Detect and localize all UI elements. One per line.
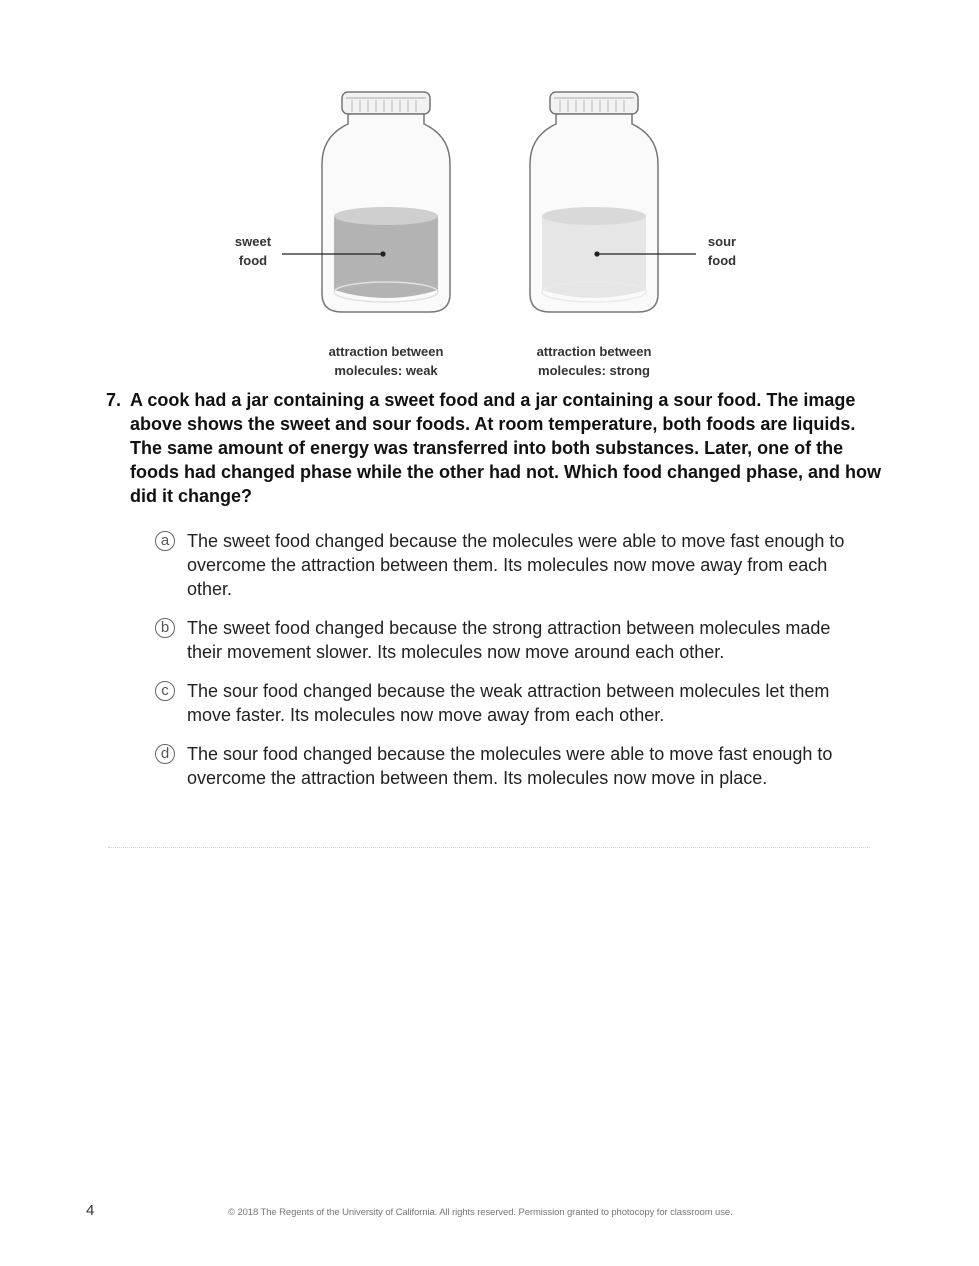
copyright-notice: © 2018 The Regents of the University of California. All rights reserved. Permission granted to photocopy for classroom use. <box>228 1207 733 1218</box>
option-d-text: The sour food changed because the molecules were able to move fast enough to overcome the attraction between them. Its molecules now move in place. <box>187 744 833 788</box>
sour-food-label <box>698 232 746 270</box>
option-a-bubble[interactable]: a <box>155 531 175 551</box>
sweet-food-label-line2: food <box>238 253 268 268</box>
option-d[interactable] <box>155 742 855 790</box>
question-text: A cook had a jar containing a sweet food and a jar containing a sour food. The image above shows the sweet and sour foods. At room temperature, both foods are liquids. The same amount of energy was transferred into both substances. Later, one of the foods had changed phase while the other had not. Which food changed phase, and how did it change? <box>130 390 882 506</box>
sweet-food-label-line1: sweet <box>234 234 272 249</box>
sour-caption-line2: molecules: strong <box>538 363 650 378</box>
answer-options <box>155 529 855 805</box>
question-7 <box>106 388 886 508</box>
sweet-food-jar <box>282 92 450 312</box>
jars-figure <box>220 80 760 380</box>
sour-caption-line1: attraction between <box>536 344 652 359</box>
question-number: 7. <box>106 390 122 410</box>
jars-illustration <box>220 80 760 380</box>
option-b-text: The sweet food changed because the strong attraction between molecules made their movement slower. Its molecules now move around each other. <box>187 618 831 662</box>
section-divider <box>108 847 870 848</box>
option-c[interactable] <box>155 679 855 727</box>
sweet-jar-caption <box>316 342 456 380</box>
sour-food-label-line2: food <box>707 253 737 268</box>
option-c-bubble[interactable]: c <box>155 681 175 701</box>
sour-jar-caption <box>524 342 664 380</box>
option-d-bubble[interactable]: d <box>155 744 175 764</box>
sweet-caption-line1: attraction between <box>328 344 444 359</box>
option-a-text: The sweet food changed because the molecules were able to move fast enough to overcome the attraction between them. Its molecules now move away from each other. <box>187 531 845 599</box>
sweet-caption-line2: molecules: weak <box>334 363 438 378</box>
sweet-food-label <box>228 232 278 270</box>
sour-food-label-line1: sour <box>707 234 737 249</box>
sweet-food-liquid <box>334 216 438 298</box>
sour-food-liquid <box>542 216 646 298</box>
option-b[interactable] <box>155 616 855 664</box>
sour-food-jar <box>530 92 696 312</box>
option-b-bubble[interactable]: b <box>155 618 175 638</box>
option-a[interactable] <box>155 529 855 601</box>
page-number: 4 <box>86 1202 95 1219</box>
option-c-text: The sour food changed because the weak attraction between molecules let them move faster. Its molecules now move away from each other. <box>187 681 830 725</box>
